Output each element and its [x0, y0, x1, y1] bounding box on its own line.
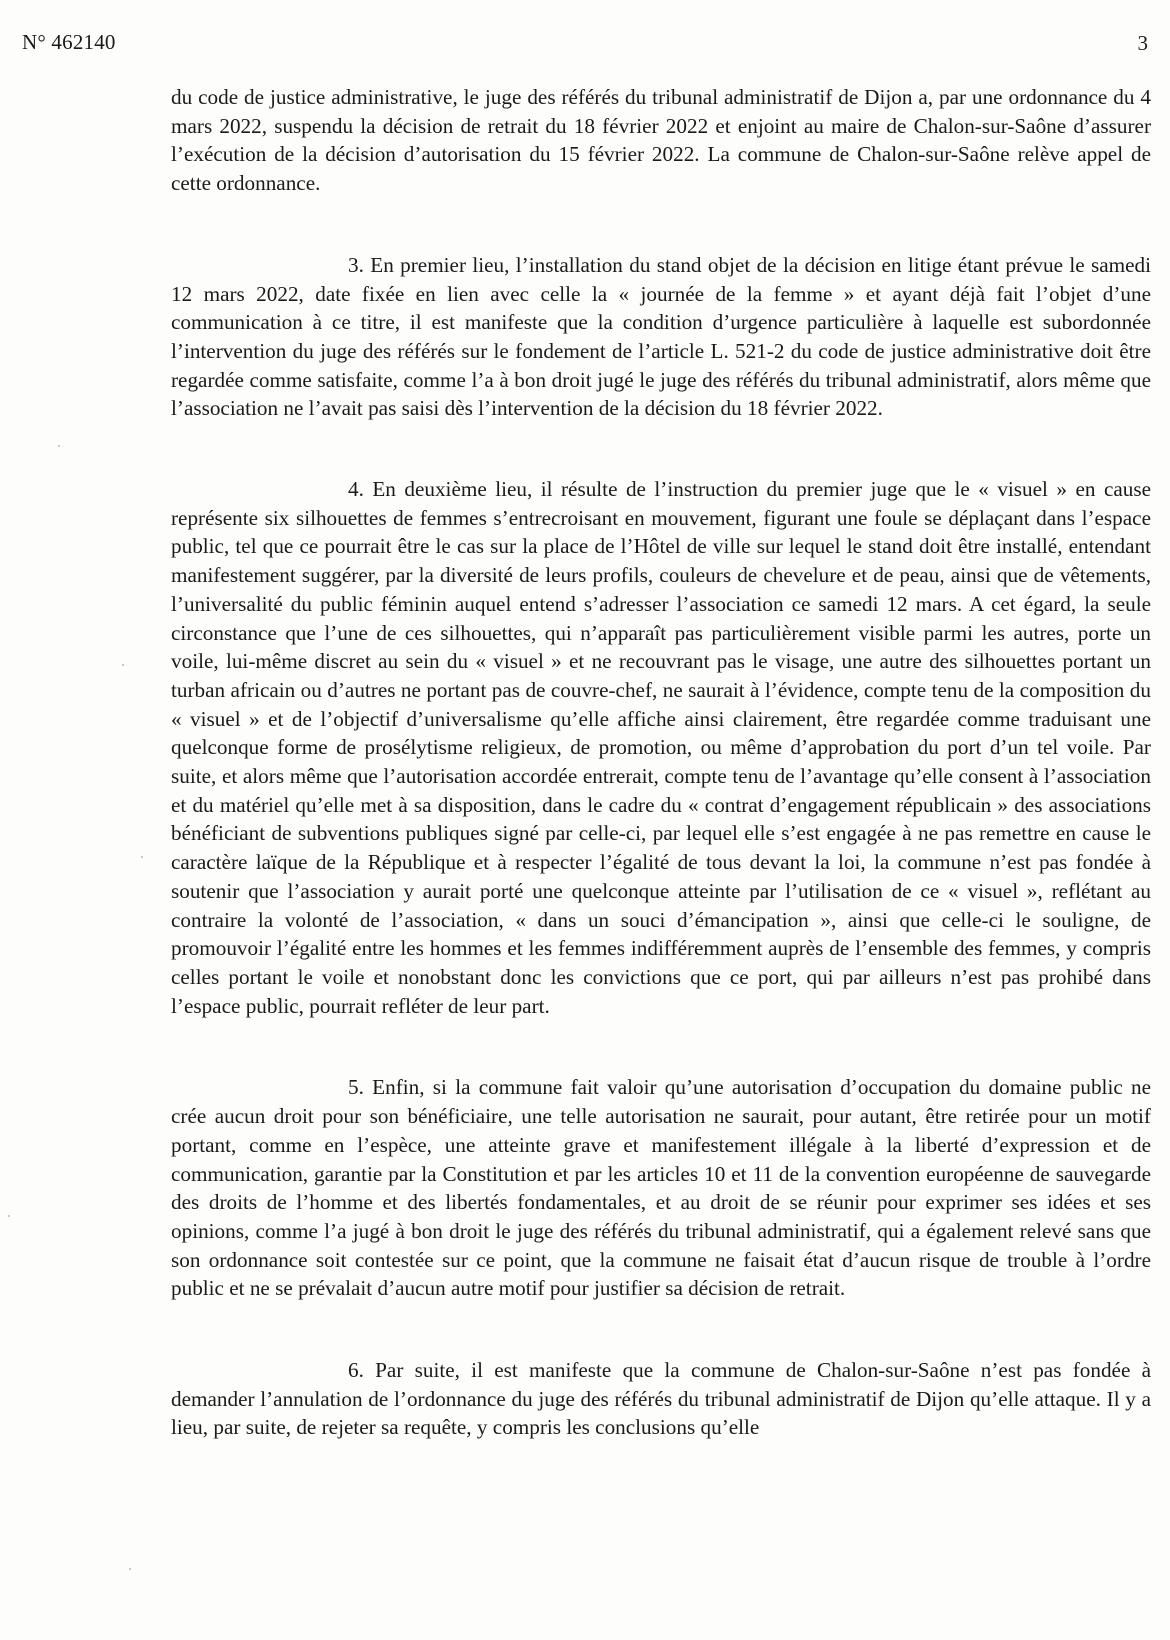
case-number: N° 462140	[22, 30, 116, 54]
scan-speck	[58, 445, 60, 447]
scan-speck	[129, 1568, 131, 1570]
paragraph-continuation: du code de justice administrative, le juge des référés du tribunal administratif de Dijon a, par une ordonnance du 4 mars 2022, suspendu la décision de retrait du 18 février 2022 et enjoint au maire de Chalon-sur-Saône d’assurer l’exécution de la décision d’autorisation du 15 février 2022. La commune de Chalon-sur-Saône relève appel de cette ordonnance.	[171, 85, 1151, 196]
page-number: 3	[1137, 31, 1148, 55]
scan-speck	[141, 856, 143, 858]
paragraph-6: 6. Par suite, il est manifeste que la commune de Chalon-sur-Saône n’est pas fondée à demander l’annulation de l’ordonnance du juge des référés du tribunal administratif de Dijon qu’elle attaque. Il y a lieu, par suite, de rejeter sa requête, y compris les conclusions qu’elle	[171, 1358, 1151, 1440]
document-body	[171, 83, 1151, 1442]
paragraph-5: 5. Enfin, si la commune fait valoir qu’une autorisation d’occupation du domaine public ne crée aucun droit pour son bénéficiaire, une telle autorisation ne saurait, pour autant, être retirée pour un motif portant, comme en l’espèce, une atteinte grave et manifestement illégale à la liberté d’expression et de communication, garantie par la Constitution et par les articles 10 et 11 de la convention européenne de sauvegarde des droits de l’homme et des libertés fondamentales, et au droit de se réunir pour exprimer ses idées et ses opinions, comme l’a jugé à bon droit le juge des référés du tribunal administratif, qui a également relevé sans que son ordonnance soit contestée sur ce point, que la commune ne faisait état d’aucun risque de trouble à l’ordre public et ne se prévalait d’aucun autre motif pour justifier sa décision de retrait.	[171, 1075, 1151, 1301]
scan-speck	[8, 1215, 10, 1217]
scan-speck	[122, 664, 124, 666]
paragraph-4: 4. En deuxième lieu, il résulte de l’instruction du premier juge que le « visuel » en cause représente six silhouettes de femmes s’entrecroisant en mouvement, figurant une foule se déplaçant dans l’espace public, tel que ce pourrait être le cas sur la place de l’Hôtel de ville sur lequel le stand doit être installé, entendant manifestement suggérer, par la diversité de leurs profils, couleurs de chevelure et de peau, ainsi que de vêtements, l’universalité du public féminin auquel entend s’adresser l’association ce samedi 12 mars. A cet égard, la seule circonstance que l’une de ces silhouettes, qui n’apparaît pas particulièrement visible parmi les autres, porte un voile, lui-même discret au sein du « visuel » et ne recouvrant pas le visage, une autre des silhouettes portant un turban africain ou d’autres ne portant pas de couvre-chef, ne saurait à l’évidence, compte tenu de la composition du « visuel » et de l’objectif d’universalisme qu’elle affiche ainsi clairement, être regardée comme traduisant une quelconque forme de prosélytisme religieux, de promotion, ou même d’approbation du port d’un tel voile. Par suite, et alors même que l’autorisation accordée entrerait, compte tenu de l’avantage qu’elle consent à l’association et du matériel qu’elle met à sa disposition, dans le cadre du « contrat d’engagement républicain » des associations bénéficiant de subventions publiques signé par celle-ci, par lequel elle s’est engagée à ne pas remettre en cause le caractère laïque de la République et à respecter l’égalité de tous devant la loi, la commune n’est pas fondée à soutenir que l’association y aurait porté une quelconque atteinte par l’utilisation de ce « visuel », reflétant au contraire la volonté de l’association, « dans un souci d’émancipation », ainsi que celle-ci le souligne, de promouvoir l’égalité entre les hommes et les femmes indifféremment auprès de l’ensemble des femmes, y compris celles portant le voile et nonobstant donc les convictions que ce port, qui par ailleurs n’est pas prohibé dans l’espace public, pourrait refléter de leur part.	[171, 477, 1151, 1018]
paragraph-3: 3. En premier lieu, l’installation du stand objet de la décision en litige étant prévue le samedi 12 mars 2022, date fixée en lien avec celle la « journée de la femme » et ayant déjà fait l’objet d’une communication à ce titre, il est manifeste que la condition d’urgence particulière à laquelle est subordonnée l’intervention du juge des référés sur le fondement de l’article L. 521-2 du code de justice administrative doit être regardée comme satisfaite, comme l’a à bon droit jugé le juge des référés du tribunal administratif, alors même que l’association ne l’avait pas saisi dès l’intervention de la décision du 18 février 2022.	[171, 252, 1151, 421]
